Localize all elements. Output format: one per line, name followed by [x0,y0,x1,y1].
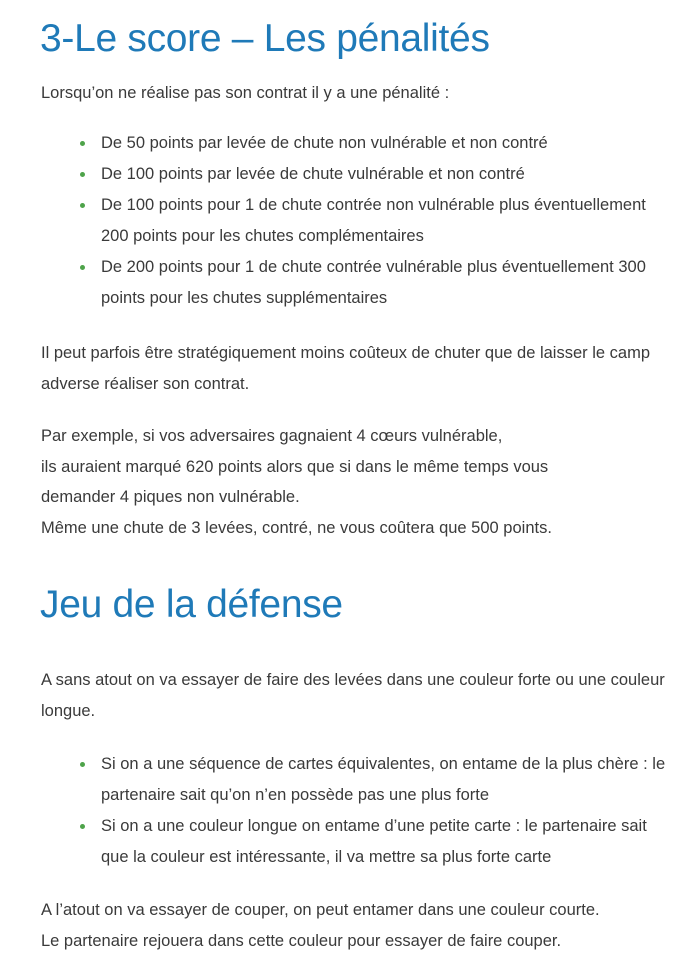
defense-intro: A sans atout on va essayer de faire des levées dans une couleur forte ou une couleur longue. [41,671,665,720]
section-title-defense: Jeu de la défense [40,583,343,626]
example-line: Même une chute de 3 levées, contré, ne vous coûtera que 500 points. [41,518,552,537]
section-title-score: 3-Le score – Les pénalités [40,17,490,60]
list-item-text: De 200 points pour 1 de chute contrée vulnérable plus éventuellement 300 points pour les chutes supplémentaires [101,258,646,307]
list-item [76,749,676,811]
list-item [76,128,676,159]
example-line: demander 4 piques non vulnérable. [41,488,300,506]
bullet-icon [80,172,85,177]
atout-line: A l’atout on va essayer de couper, on peut entamer dans une couleur courte. [41,901,600,919]
penalty-intro: Lorsqu’on ne réalise pas son contrat il y a une pénalité : [41,84,450,102]
bullet-icon [80,265,85,270]
list-item-text: De 100 points par levée de chute vulnérable et non contré [101,165,525,183]
atout-paragraph [41,895,671,956]
example-line: ils auraient marqué 620 points alors que si dans le même temps vous [41,457,549,476]
list-item-text: De 50 points par levée de chute non vulnérable et non contré [101,134,548,152]
strategy-paragraph: Il peut parfois être stratégiquement moins coûteux de chuter que de laisser le camp adverse réaliser son contrat. [41,344,651,393]
list-item-text: Si on a une séquence de cartes équivalentes, on entame de la plus chère : le partenaire sait qu’on n’en possède pas une plus forte [101,755,666,804]
atout-line: Le partenaire rejouera dans cette couleur pour essayer de faire couper. [41,931,562,950]
list-item [76,811,676,873]
list-item [76,190,676,252]
bullet-icon [80,824,85,829]
bullet-icon [80,762,85,767]
list-item-text: Si on a une couleur longue on entame d’une petite carte : le partenaire sait que la couleur est intéressante, il va mettre sa plus forte carte [101,817,647,866]
bullet-icon [80,203,85,208]
example-line: Par exemple, si vos adversaires gagnaient 4 cœurs vulnérable, [41,427,503,445]
list-item [76,252,676,314]
defense-list [76,749,676,873]
penalty-list [76,128,676,314]
example-paragraph [41,421,671,543]
list-item-text: De 100 points pour 1 de chute contrée non vulnérable plus éventuellement 200 points pour les chutes complémentaires [101,196,646,245]
list-item [76,159,676,190]
bullet-icon [80,141,85,146]
